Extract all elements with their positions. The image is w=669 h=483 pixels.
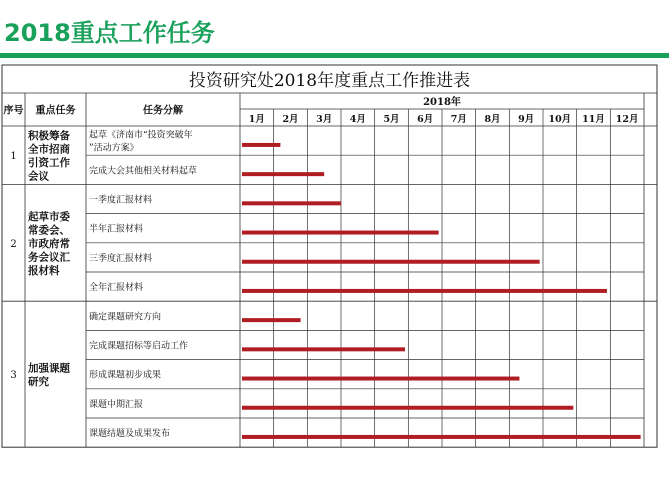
header-year: 2018年 <box>423 97 461 108</box>
month-tick-label: 10月 <box>548 114 572 125</box>
gantt-bar <box>242 435 641 439</box>
header-breakdown: 任务分解 <box>143 105 183 117</box>
gantt-bar <box>242 143 280 147</box>
task-name-line: 三季度汇报材料 <box>89 253 153 264</box>
task-name-line: 完成大会其他相关材料起草 <box>89 166 198 177</box>
month-tick-label: 3月 <box>316 114 333 125</box>
task-name-line: 确定课题研究方向 <box>89 312 162 323</box>
group-key-task-line: 引资工作 <box>28 156 70 169</box>
month-tick-label: 7月 <box>450 114 467 125</box>
task-name-line: 一季度汇报材料 <box>89 195 153 206</box>
group-key-task-line: 研究 <box>28 375 49 388</box>
header-seq: 序号 <box>3 105 24 117</box>
group-key-task-line: 务会议汇 <box>28 251 70 264</box>
group-key-task-line: 市政府常 <box>28 237 70 250</box>
gantt-bar <box>242 318 301 322</box>
group-seq-number: 3 <box>10 370 17 382</box>
group-key-task-line: 起草市委 <box>28 210 70 223</box>
table-title: 投资研究处2018年度重点工作推进表 <box>188 71 471 91</box>
month-tick-label: 6月 <box>417 114 434 125</box>
gantt-bar <box>242 289 607 293</box>
month-tick-label: 5月 <box>383 114 400 125</box>
group-seq-number: 2 <box>10 238 17 250</box>
month-tick-label: 4月 <box>349 114 366 125</box>
month-tick-label: 1月 <box>248 114 265 125</box>
task-name-line: ”活动方案》 <box>89 143 139 154</box>
group-seq-number: 1 <box>10 151 17 163</box>
header-key-task: 重点任务 <box>35 105 76 117</box>
group-key-task-line: 全市招商 <box>28 143 70 156</box>
task-name-line: 完成课题招标等启动工作 <box>89 341 189 352</box>
gantt-bar <box>242 377 519 381</box>
gantt-bar <box>242 260 540 264</box>
task-name-line: 形成课题初步成果 <box>89 370 162 381</box>
gantt-bar <box>242 231 439 235</box>
group-key-task-line: 积极筹备 <box>28 129 70 142</box>
task-name-line: 课题中期汇报 <box>89 399 144 410</box>
gantt-bar <box>242 201 341 205</box>
group-key-task-line: 加强课题 <box>28 362 70 375</box>
month-tick-label: 12月 <box>615 114 639 125</box>
page-title: 2018重点工作任务 <box>4 19 215 47</box>
month-tick-label: 11月 <box>582 114 605 125</box>
gantt-bar <box>242 172 324 176</box>
task-name-line: 半年汇报材料 <box>89 224 144 235</box>
gantt-bar <box>242 347 405 351</box>
month-tick-label: 8月 <box>484 114 501 125</box>
task-name-line: 全年汇报材料 <box>89 283 144 294</box>
group-key-task-line: 会议 <box>28 170 49 183</box>
group-key-task-line: 常委会、 <box>28 224 70 237</box>
group-key-task-line: 报材料 <box>28 264 60 277</box>
task-name-line: 起草《济南市“投资突破年 <box>89 130 193 141</box>
month-tick-label: 2月 <box>282 114 299 125</box>
task-name-line: 课题结题及成果发布 <box>89 429 171 440</box>
month-tick-label: 9月 <box>518 114 535 125</box>
gantt-bar <box>242 406 573 410</box>
